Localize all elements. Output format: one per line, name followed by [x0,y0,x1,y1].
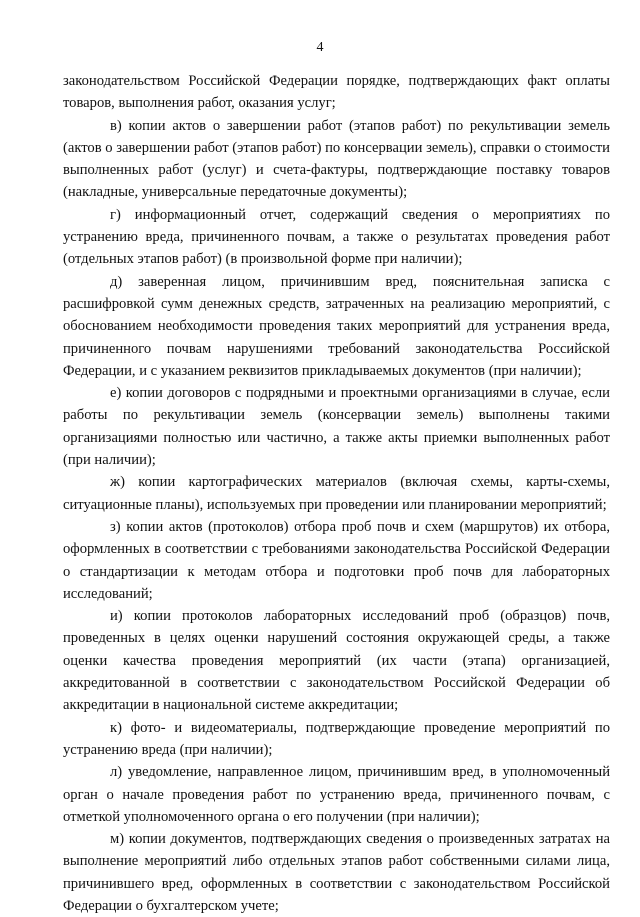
paragraph-item-k: к) фото- и видеоматериалы, подтверждающие проведение мероприятий по устранению вреда (при наличии); [63,719,610,758]
paragraph-item-z: з) копии актов (протоколов) отбора проб почв и схем (маршрутов) их отбора, оформленных в соответствии с требованиями законодательства Российской Федерации о стандартизации к методам отбора и подготовки проб почв для лабораторных исследований; [63,518,610,602]
page-number: 4 [316,40,324,55]
paragraph-item-m: м) копии документов, подтверждающих сведения о произведенных затратах на выполнение мероприятий либо отдельных этапов работ собственными силами лица, причинившего вред, оформленных в соответствии с законодательством Российской Федерации о бухгалтерском учете; [63,831,610,914]
paragraph-item-l: л) уведомление, направленное лицом, причинившим вред, в уполномоченный орган о начале проведения работ по устранению вреда, причиненного почвам, с отметкой уполномоченного органа о его получении (при наличии); [63,764,610,825]
document-body [63,70,610,917]
paragraph-item-i: и) копии протоколов лабораторных исследований проб (образцов) почв, проведенных в целях оценки нарушений состояния окружающей среды, а также оценки качества проведения мероприятий (их части (этапа) организацией, аккредитованной в соответствии с законодательством Российской Федерации об аккредитации в национальной системе аккредитации; [63,608,610,714]
paragraph-item-e: е) копии договоров с подрядными и проектными организациями в случае, если работы по рекультивации земель (консервации земель) выполнены такими организациями полностью или частично, а также акты приемки выполненных работ (при наличии); [63,385,610,469]
paragraph-item-v: в) копии актов о завершении работ (этапов работ) по рекультивации земель (актов о завершении работ (этапов работ) по консервации земель), справки о стоимости выполненных работ (услуг) и счета-фактуры, подтверждающие поставку товаров (накладные, универсальные передаточные документы); [63,117,610,201]
paragraph-item-d: д) заверенная лицом, причинившим вред, пояснительная записка с расшифровкой сумм денежных средств, затраченных на реализацию мероприятий, с обоснованием необходимости проведения таких мероприятий для устранения вреда, причиненного почвам нарушениями требований законодательства Российской Федерации, и с указанием реквизитов прикладываемых документов (при наличии); [63,273,610,379]
paragraph-item-zh: ж) копии картографических материалов (включая схемы, карты-схемы, ситуационные планы), используемых при проведении или планировании мероприятий; [63,474,610,513]
paragraph-item-g: г) информационный отчет, содержащий сведения о мероприятиях по устранению вреда, причиненного почвам, а также о результатах проведения работ (отдельных этапов работ) (в произвольной форме при наличии); [63,206,610,268]
paragraph-continuation: законодательством Российской Федерации порядке, подтверждающих факт оплаты товаров, выполнения работ, оказания услуг; [63,73,610,112]
